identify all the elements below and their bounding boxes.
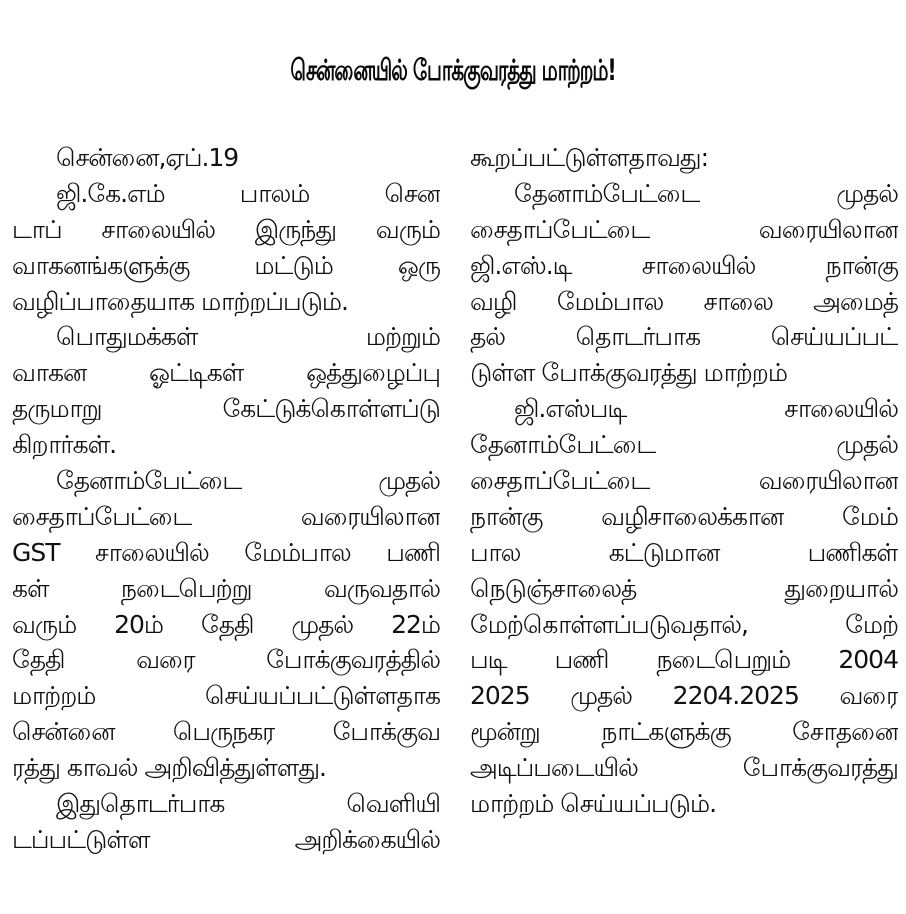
article-text-line: வழி மேம்பால சாலை அமைத் — [470, 286, 898, 316]
article-text-line: ஜி.எஸ்படி சாலையில் — [514, 394, 898, 424]
article-text-line: சைதாப்பேட்டை வரையிலான — [470, 214, 898, 244]
article-text-line: டாப் சாலையில் இருந்து வரும் — [12, 214, 440, 244]
article-text-line: கள் நடைபெற்று வருவதால் — [12, 573, 440, 603]
article-text-line: தருமாறு கேட்டுக்கொள்ளப்டு — [12, 394, 440, 424]
article-text-line: நான்கு வழிசாலைக்கான மேம் — [470, 501, 898, 531]
article-text-line: வாகனங்களுக்கு மட்டும் ஒரு — [12, 250, 440, 280]
article-text-line: பொதுமக்கள் மற்றும் — [56, 322, 440, 352]
article-text-line: சைதாப்பேட்டை வரையிலான — [12, 501, 440, 531]
article-text-line: சென்னை,ஏப்.19 — [56, 143, 239, 172]
article-text-line: மூன்று நாட்களுக்கு சோதனை — [470, 717, 898, 747]
article-text-line: அடிப்படையில் போக்குவரத்து — [470, 753, 898, 783]
article-text-line: தேனாம்பேட்டை முதல் — [56, 466, 440, 496]
article-text-line: பால கட்டுமான பணிகள் — [470, 537, 898, 567]
article-text-line: சைதாப்பேட்டை வரையிலான — [470, 466, 898, 496]
article-column-right — [470, 140, 898, 822]
article-text-line: ஜி.எஸ்.டி சாலையில் நான்கு — [470, 250, 898, 280]
article-text-line: சென்னை பெருநகர போக்குவ — [12, 717, 440, 747]
article-text-line: வரும் 20ம் தேதி முதல் 22ம் — [12, 609, 440, 639]
article-text-line: தேனாம்பேட்டை முதல் — [470, 430, 898, 460]
article-text-line: வாகன ஓட்டிகள் ஒத்துழைப்பு — [12, 358, 440, 388]
article-text-line: டுள்ள போக்குவரத்து மாற்றம் — [470, 358, 787, 388]
article-text-line: மாற்றம் செய்யப்படும். — [470, 789, 717, 819]
article-text-line: நெடுஞ்சாலைத் துறையால் — [470, 573, 898, 603]
headline: சென்னையில் போக்குவரத்து மாற்றம்! — [290, 52, 616, 88]
article-text-line: தேதி வரை போக்குவரத்தில் — [12, 645, 440, 675]
article-text-line: படி பணி நடைபெறும் 2004 — [470, 645, 898, 675]
article-text-line: GST சாலையில் மேம்பால பணி — [12, 537, 440, 567]
article-text-line: ரத்து காவல் அறிவித்துள்ளது. — [12, 753, 326, 783]
article-text-line: ஜி.கே.எம் பாலம் சென — [56, 178, 440, 208]
article-text-line: கூறப்பட்டுள்ளதாவது: — [470, 143, 708, 172]
article-text-line: வழிப்பாதையாக மாற்றப்படும். — [12, 286, 348, 316]
article-text-line: டப்பட்டுள்ள அறிக்கையில் — [12, 824, 440, 854]
article-text-line: இதுதொடர்பாக வெளியி — [56, 789, 440, 819]
article-text-line: கிறார்கள். — [12, 430, 117, 460]
article-text-line: 2025 முதல் 2204.2025 வரை — [470, 681, 898, 711]
article-text-line: மேற்கொள்ளப்படுவதால், மேற் — [470, 609, 898, 639]
article-text-line: மாற்றம் செய்யப்பட்டுள்ளதாக — [12, 681, 440, 711]
article-column-left — [12, 140, 440, 858]
article-text-line: தல் தொடர்பாக செய்யப்பட் — [470, 322, 898, 352]
article-text-line: தேனாம்பேட்டை முதல் — [514, 178, 898, 208]
